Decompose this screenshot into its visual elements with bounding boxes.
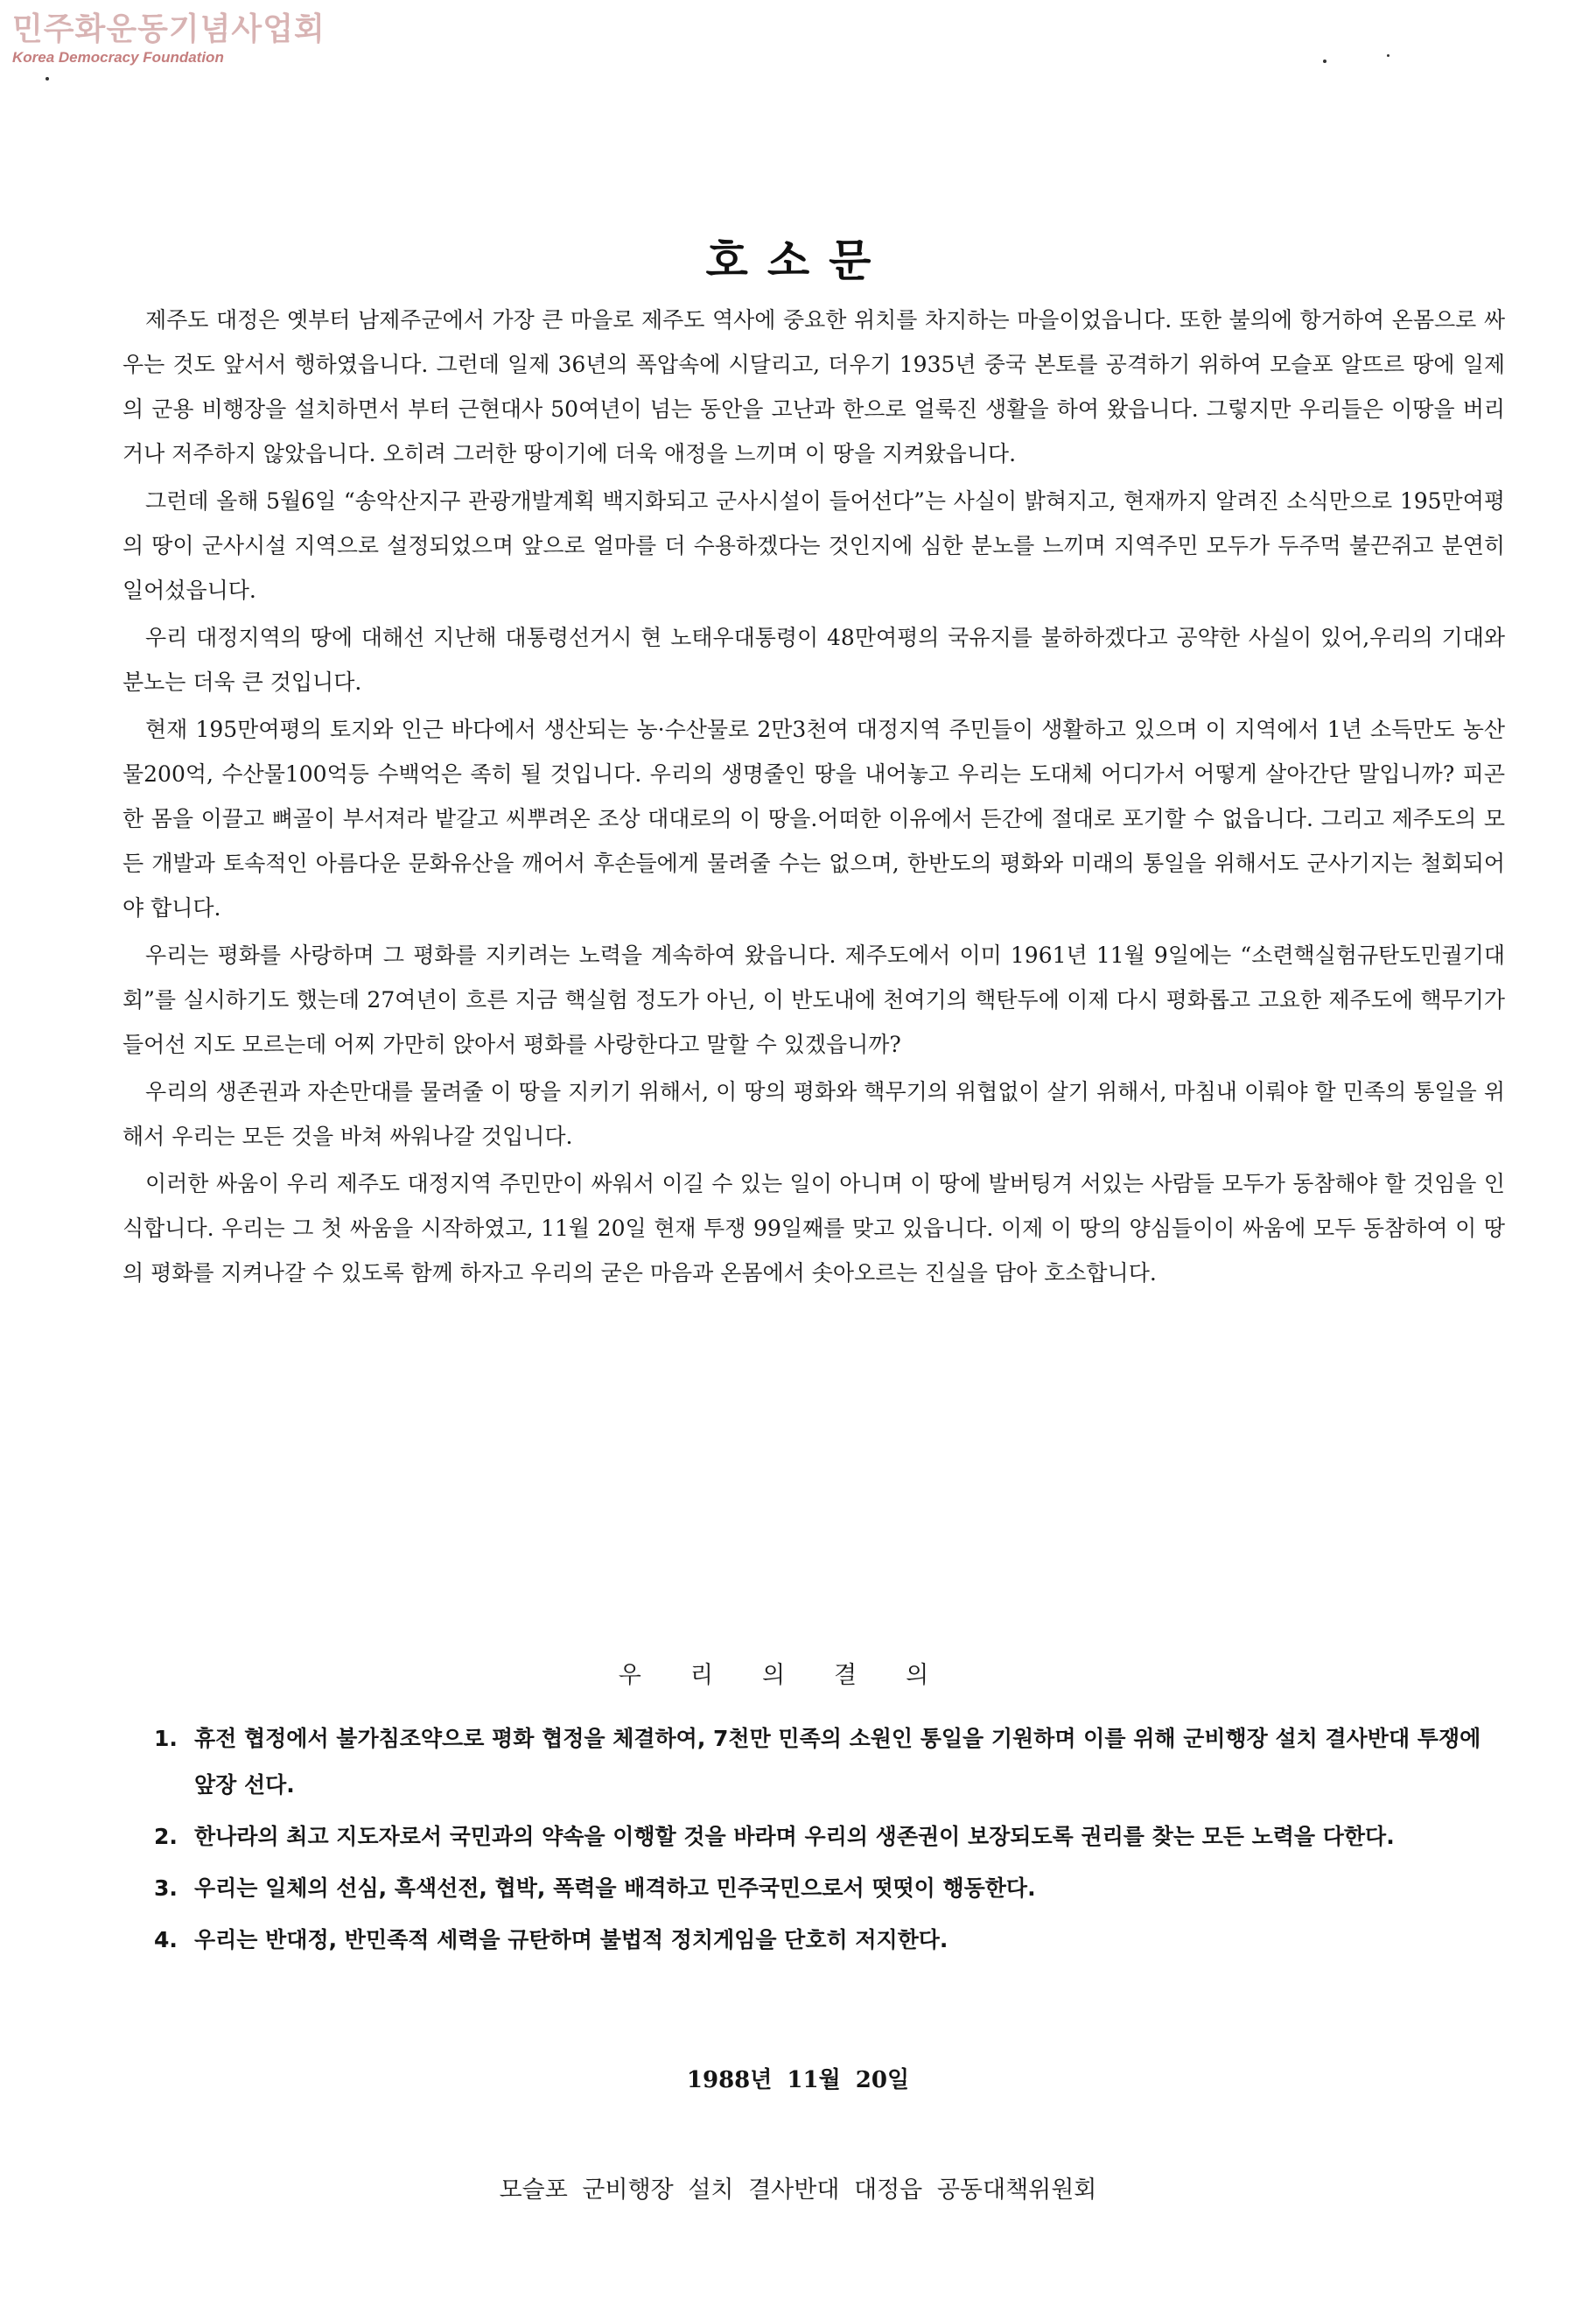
- resolution-list: [154, 1715, 1507, 1968]
- appeal-paragraph: 우리는 평화를 사랑하며 그 평화를 지키려는 노력을 계속하여 왔읍니다. 제주도에서 이미 1961년 11월 9일에는 “소련핵실험규탄도민궐기대회”를 실시하기도 했는데 27여년이 흐른 지금 핵실험 정도가 아닌, 이 반도내에 천여기의 핵탄두에 이제 다시 평화롭고 고요한 제주도에 핵무기가 들어선 지도 모르는데 어찌 가만히 앉아서 평화를 사랑한다고 말할 수 있겠읍니까?: [122, 943, 1505, 1057]
- resolution-item: [154, 1813, 1507, 1860]
- resolution-heading: 우리의결의: [618, 1662, 978, 1689]
- scan-speck: [1387, 54, 1390, 57]
- resolution-number: 2.: [154, 1824, 178, 1849]
- resolution-number: 3.: [154, 1875, 178, 1901]
- appeal-paragraph: 이러한 싸움이 우리 제주도 대정지역 주민만이 싸워서 이길 수 있는 일이 아니며 이 땅에 발버팅겨 서있는 사람들 모두가 동참해야 할 것임을 인식합니다. 우리는 그 첫 싸움을 시작하였고, 11월 20일 현재 투쟁 99일째를 맞고 있읍니다. 이제 이 땅의 양심들이이 싸움에 모두 동참하여 이 땅의 평화를 지켜나갈 수 있도록 함께 하자고 우리의 굳은 마음과 온몸에서 솟아오르는 진실을 담아 호소합니다.: [122, 1171, 1505, 1286]
- resolution-text: 한나라의 최고 지도자로서 국민과의 약속을 이행할 것을 바라며 우리의 생존권이 보장되도록 권리를 찾는 모든 노력을 다한다.: [194, 1824, 1395, 1849]
- appeal-paragraph: 우리의 생존권과 자손만대를 물려줄 이 땅을 지키기 위해서, 이 땅의 평화와 핵무기의 위협없이 살기 위해서, 마침내 이뤄야 할 민족의 통일을 위해서 우리는 모든 것을 바쳐 싸워나갈 것입니다.: [122, 1079, 1505, 1149]
- document-title: 호소문: [705, 235, 891, 286]
- resolution-text: 우리는 반대정, 반민족적 세력을 규탄하며 불법적 정치게임을 단호히 저지한다.: [194, 1927, 948, 1952]
- watermark-logo: [12, 11, 326, 67]
- watermark-korean: 민주화운동기념사업회: [12, 11, 326, 47]
- appeal-body: [122, 298, 1505, 1298]
- resolution-item: [154, 1917, 1507, 1963]
- resolution-text: 우리는 일체의 선심, 흑색선전, 협박, 폭력을 배격하고 민주국민으로서 떳떳이 행동한다.: [194, 1875, 1036, 1901]
- resolution-number: 4.: [154, 1927, 178, 1952]
- scan-speck: [46, 77, 49, 81]
- issuing-committee: 모슬포 군비행장 설치 결사반대 대정읍 공동대책위원회: [499, 2176, 1097, 2204]
- watermark-english: Korea Democracy Foundation: [12, 49, 224, 66]
- scan-speck: [1323, 60, 1326, 63]
- resolution-number: 1.: [154, 1726, 178, 1751]
- appeal-paragraph: 우리 대정지역의 땅에 대해선 지난해 대통령선거시 현 노태우대통령이 48만여평의 국유지를 불하하겠다고 공약한 사실이 있어,우리의 기대와 분노는 더욱 큰 것입니다.: [122, 625, 1505, 695]
- resolution-item: [154, 1715, 1507, 1808]
- appeal-paragraph: 제주도 대정은 옛부터 남제주군에서 가장 큰 마을로 제주도 역사에 중요한 위치를 차지하는 마을이었읍니다. 또한 불의에 항거하여 온몸으로 싸우는 것도 앞서서 행하였읍니다. 그런데 일제 36년의 폭압속에 시달리고, 더우기 1935년 중국 본토를 공격하기 위하여 모슬포 알뜨르 땅에 일제의 군용 비행장을 설치하면서 부터 근현대사 50여년이 넘는 동안을 고난과 한으로 얼룩진 생활을 하여 왔읍니다. 그렇지만 우리들은 이땅을 버리거나 저주하지 않았읍니다. 오히려 그러한 땅이기에 더욱 애정을 느끼며 이 땅을 지켜왔읍니다.: [122, 307, 1505, 466]
- document-date: 1988년 11월 20일: [686, 2067, 910, 2093]
- resolution-text: 휴전 협정에서 불가침조약으로 평화 협정을 체결하여, 7천만 민족의 소원인 통일을 기원하며 이를 위해 군비행장 설치 결사반대 투쟁에 앞장 선다.: [194, 1726, 1481, 1798]
- resolution-item: [154, 1865, 1507, 1911]
- appeal-paragraph: 현재 195만여평의 토지와 인근 바다에서 생산되는 농·수산물로 2만3천여 대정지역 주민들이 생활하고 있으며 이 지역에서 1년 소득만도 농산물200억, 수산물100억등 수백억은 족히 될 것입니다. 우리의 생명줄인 땅을 내어놓고 우리는 도대체 어디가서 어떻게 살아간단 말입니까? 피곤한 몸을 이끌고 뼈골이 부서져라 밭갈고 씨뿌려온 조상 대대로의 이 땅을.어떠한 이유에서 든간에 절대로 포기할 수 없읍니다. 그리고 제주도의 모든 개발과 토속적인 아름다운 문화유산을 깨어서 후손들에게 물려줄 수는 없으며, 한반도의 평화와 미래의 통일을 위해서도 군사기지는 철회되어야 합니다.: [122, 717, 1505, 921]
- appeal-paragraph: 그런데 올해 5월6일 “송악산지구 관광개발계획 백지화되고 군사시설이 들어선다”는 사실이 밝혀지고, 현재까지 알려진 소식만으로 195만여평의 땅이 군사시설 지역으로 설정되었으며 앞으로 얼마를 더 수용하겠다는 것인지에 심한 분노를 느끼며 지역주민 모두가 두주먹 불끈쥐고 분연히 일어섰읍니다.: [122, 488, 1505, 603]
